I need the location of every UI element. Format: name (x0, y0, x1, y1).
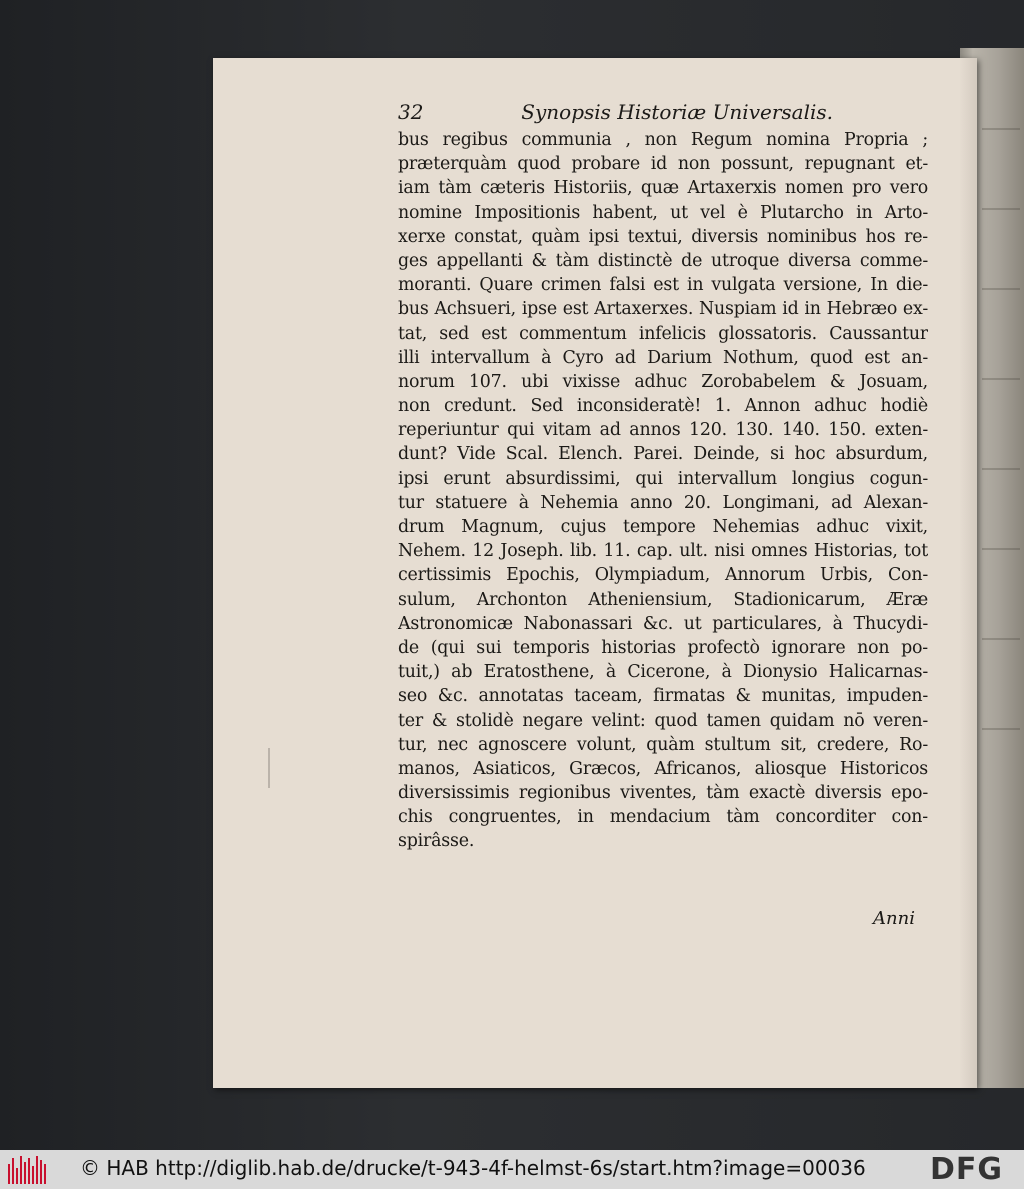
bleed-mark (982, 288, 1020, 290)
bleed-mark (982, 638, 1020, 640)
bleed-mark (982, 468, 1020, 470)
text-line: illi intervallum à Cyro ad Darium Nothum, quod est an- (398, 347, 928, 368)
text-line: reperiuntur qui vitam ad annos 120. 130. 140. 150. exten- (398, 420, 928, 441)
bleed-mark (982, 128, 1020, 130)
text-line: dunt? Vide Scal. Elench. Parei. Deinde, si hoc absurdum, (398, 444, 928, 465)
hab-barcode-logo-icon (8, 1156, 46, 1184)
gutter-shadow (959, 58, 977, 1088)
paper-mark (268, 748, 270, 788)
text-line: norum 107. ubi vixisse adhuc Zorobabelem & Josuam, (398, 371, 928, 392)
text-line: tat, sed est commentum infelicis glossatoris. Caussantur (398, 323, 928, 344)
text-line: Astronomicæ Nabonassari &c. ut particulares, à Thucydi- (398, 613, 928, 634)
text-line: ges appellanti & tàm distinctè de utroque diversa comme- (398, 250, 928, 271)
text-line: seo &c. annotatas taceam, firmatas & munitas, impuden- (398, 686, 928, 707)
text-line: tur statuere à Nehemia anno 20. Longimani, ad Alexan- (398, 492, 928, 513)
text-line: præterquàm quod probare id non possunt, repugnant et- (398, 154, 928, 175)
text-line: sulum, Archonton Atheniensium, Stadionicarum, Æræ (398, 589, 928, 610)
text-line: ter & stolidè negare velint: quod tamen quidam nō veren- (398, 710, 928, 731)
text-line: non credunt. Sed inconsideratè! 1. Annon adhuc hodiè (398, 396, 928, 417)
text-line: xerxe constat, quàm ipsi textui, diversis nominibus hos re- (398, 226, 928, 247)
text-line: drum Magnum, cujus tempore Nehemias adhuc vixit, (398, 517, 928, 537)
bleed-mark (982, 208, 1020, 210)
text-line: moranti. Quare crimen falsi est in vulgata versione, In die- (398, 275, 928, 296)
source-url-link[interactable]: © HAB http://diglib.hab.de/drucke/t-943-4f-helmst-6s/start.htm?image=00036 (80, 1156, 866, 1180)
text-line: bus regibus communia , non Regum nomina Propria ; (398, 130, 928, 150)
page-number: 32 (398, 100, 424, 124)
dfg-logo: DFG (930, 1152, 1004, 1187)
book-page (213, 58, 977, 1088)
text-line: chis congruentes, in mendacium tàm concorditer con- (398, 807, 928, 828)
bleed-mark (982, 378, 1020, 380)
catchword: Anni (873, 908, 915, 929)
text-line: ipsi erunt absurdissimi, qui intervallum longius cogun- (398, 468, 928, 489)
text-line: spirâsse. (398, 831, 475, 852)
text-line: Nehem. 12 Joseph. lib. 11. cap. ult. nisi omnes Historias, tot (398, 541, 928, 562)
text-line: manos, Asiaticos, Græcos, Africanos, aliosque Historicos (398, 758, 928, 779)
bleed-mark (982, 548, 1020, 550)
text-line: de (qui sui temporis historias profectò ignorare non po- (398, 637, 928, 658)
running-title: Synopsis Historiæ Universalis. (521, 100, 833, 124)
body-text (398, 128, 928, 854)
text-line: bus Achsueri, ipse est Artaxerxes. Nuspiam id in Hebræo ex- (398, 299, 928, 320)
bleed-mark (982, 728, 1020, 730)
text-line: diversissimis regionibus viventes, tàm exactè diversis epo- (398, 783, 928, 804)
running-head (398, 100, 833, 130)
text-line: nomine Impositionis habent, ut vel è Plutarcho in Arto- (398, 202, 928, 223)
text-line: certissimis Epochis, Olympiadum, Annorum Urbis, Con- (398, 565, 928, 586)
footer-bar (0, 1150, 1024, 1189)
text-line: tuit,) ab Eratosthene, à Cicerone, à Dionysio Halicarnas- (398, 662, 928, 683)
text-line: iam tàm cæteris Historiis, quæ Artaxerxis nomen pro vero (398, 178, 928, 199)
text-line: tur, nec agnoscere volunt, quàm stultum sit, credere, Ro- (398, 734, 928, 755)
